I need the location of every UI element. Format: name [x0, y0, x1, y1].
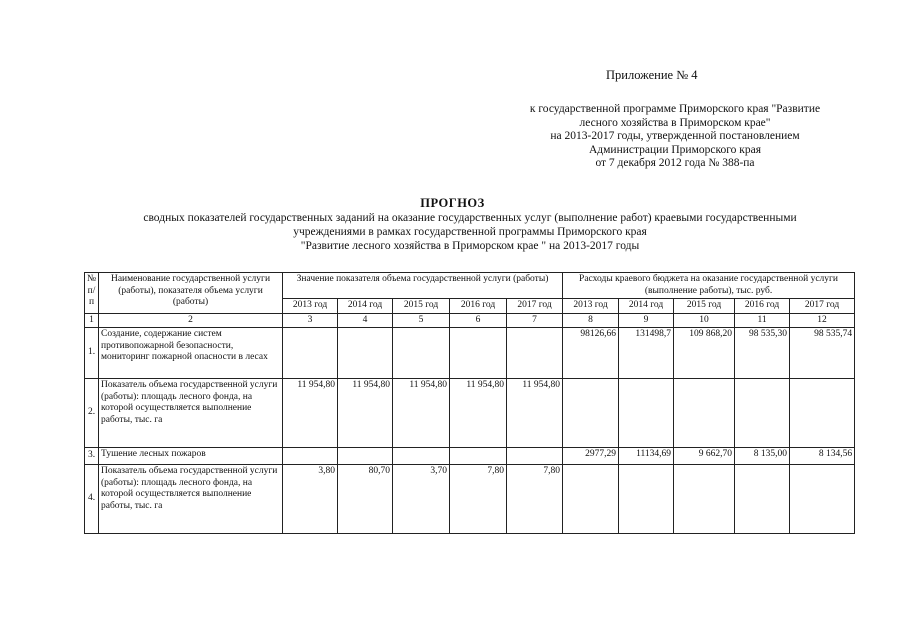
column-number: 11 [735, 313, 790, 328]
header-indicator-group: Значение показателя объема государственной услуги (работы) [283, 273, 563, 299]
budget-cell [563, 465, 619, 534]
budget-cell [563, 379, 619, 448]
budget-cell: 98126,66 [563, 328, 619, 379]
subtitle-line: сводных показателей государственных заданий на оказание государственных услуг (выполнение работ) краевыми государственными [143, 212, 797, 224]
row-number: 4. [85, 465, 99, 534]
header-name: Наименование государственной услуги (работы), показателя объема услуги (работы) [99, 273, 283, 314]
approval-block [500, 103, 850, 171]
indicator-cell [393, 328, 450, 379]
budget-cell [735, 465, 790, 534]
header-year: 2013 год [563, 299, 619, 314]
indicator-cell [507, 448, 563, 465]
column-number: 12 [790, 313, 855, 328]
appendix-title: Приложение № 4 [606, 68, 698, 82]
document-title: ПРОГНОЗ [420, 196, 485, 210]
indicator-cell: 11 954,80 [450, 379, 507, 448]
header-year: 2017 год [507, 299, 563, 314]
budget-cell: 131498,7 [619, 328, 674, 379]
budget-cell: 9 662,70 [674, 448, 735, 465]
budget-cell [619, 465, 674, 534]
budget-cell: 11134,69 [619, 448, 674, 465]
row-name: Тушение лесных пожаров [99, 448, 283, 465]
indicator-cell: 11 954,80 [507, 379, 563, 448]
column-number: 4 [338, 313, 393, 328]
header-year: 2015 год [674, 299, 735, 314]
table-row [85, 328, 855, 379]
indicator-cell [450, 328, 507, 379]
row-name: Показатель объема государственной услуги (работы): площадь лесного фонда, на которой осуществляется выполнение работы, тыс. га [99, 465, 283, 534]
column-number: 6 [450, 313, 507, 328]
budget-cell [790, 465, 855, 534]
column-number: 1 [85, 313, 99, 328]
column-number: 10 [674, 313, 735, 328]
indicator-cell: 3,80 [283, 465, 338, 534]
row-number: 3. [85, 448, 99, 465]
header-year: 2016 год [450, 299, 507, 314]
budget-cell [674, 465, 735, 534]
approval-line: к государственной программе Приморского края "Развитие [529, 103, 821, 115]
column-number: 7 [507, 313, 563, 328]
budget-cell: 109 868,20 [674, 328, 735, 379]
indicator-cell [338, 328, 393, 379]
indicator-cell: 7,80 [450, 465, 507, 534]
indicator-cell [393, 448, 450, 465]
row-number: 2. [85, 379, 99, 448]
indicator-cell [338, 448, 393, 465]
column-number: 2 [99, 313, 283, 328]
indicator-cell [283, 328, 338, 379]
header-year: 2014 год [338, 299, 393, 314]
indicator-cell: 3,70 [393, 465, 450, 534]
approval-line: на 2013-2017 годы, утвержденной постановлением [550, 130, 800, 142]
approval-line: от 7 декабря 2012 года № 388-па [595, 157, 755, 169]
column-number: 5 [393, 313, 450, 328]
column-number: 9 [619, 313, 674, 328]
indicator-cell: 11 954,80 [283, 379, 338, 448]
approval-line: Администрации Приморского края [589, 143, 761, 156]
budget-cell: 8 135,00 [735, 448, 790, 465]
indicator-cell [450, 448, 507, 465]
header-budget-group: Расходы краевого бюджета на оказание государственной услуги (выполнение работы), тыс. руб. [563, 273, 855, 299]
indicator-cell: 11 954,80 [393, 379, 450, 448]
header-year: 2014 год [619, 299, 674, 314]
budget-cell: 2977,29 [563, 448, 619, 465]
approval-line: лесного хозяйства в Приморском крае" [579, 116, 771, 129]
table-row [85, 465, 855, 534]
row-number: 1. [85, 328, 99, 379]
header-num: № п/ п [85, 273, 99, 314]
indicator-cell [283, 448, 338, 465]
budget-cell [619, 379, 674, 448]
budget-cell: 98 535,74 [790, 328, 855, 379]
forecast-table [84, 272, 855, 534]
indicator-cell: 80,70 [338, 465, 393, 534]
subtitle-line: "Развитие лесного хозяйства в Приморском крае " на 2013-2017 годы [300, 240, 640, 252]
header-year: 2013 год [283, 299, 338, 314]
document-subtitle [80, 211, 860, 253]
header-year: 2015 год [393, 299, 450, 314]
indicator-cell: 11 954,80 [338, 379, 393, 448]
indicator-cell [507, 328, 563, 379]
row-name: Показатель объема государственной услуги (работы): площадь лесного фонда, на которой осуществляется выполнение работы, тыс. га [99, 379, 283, 448]
header-year: 2017 год [790, 299, 855, 314]
column-number: 3 [283, 313, 338, 328]
column-number: 8 [563, 313, 619, 328]
budget-cell [735, 379, 790, 448]
header-year: 2016 год [735, 299, 790, 314]
table-row [85, 379, 855, 448]
subtitle-line: учреждениями в рамках государственной программы Приморского края [293, 226, 647, 238]
budget-cell: 98 535,30 [735, 328, 790, 379]
budget-cell: 8 134,56 [790, 448, 855, 465]
column-number-row [85, 313, 855, 328]
row-name: Создание, содержание систем противопожарной безопасности, мониторинг пожарной опасности в лесах [99, 328, 283, 379]
budget-cell [790, 379, 855, 448]
indicator-cell: 7,80 [507, 465, 563, 534]
budget-cell [674, 379, 735, 448]
table-row [85, 448, 855, 465]
